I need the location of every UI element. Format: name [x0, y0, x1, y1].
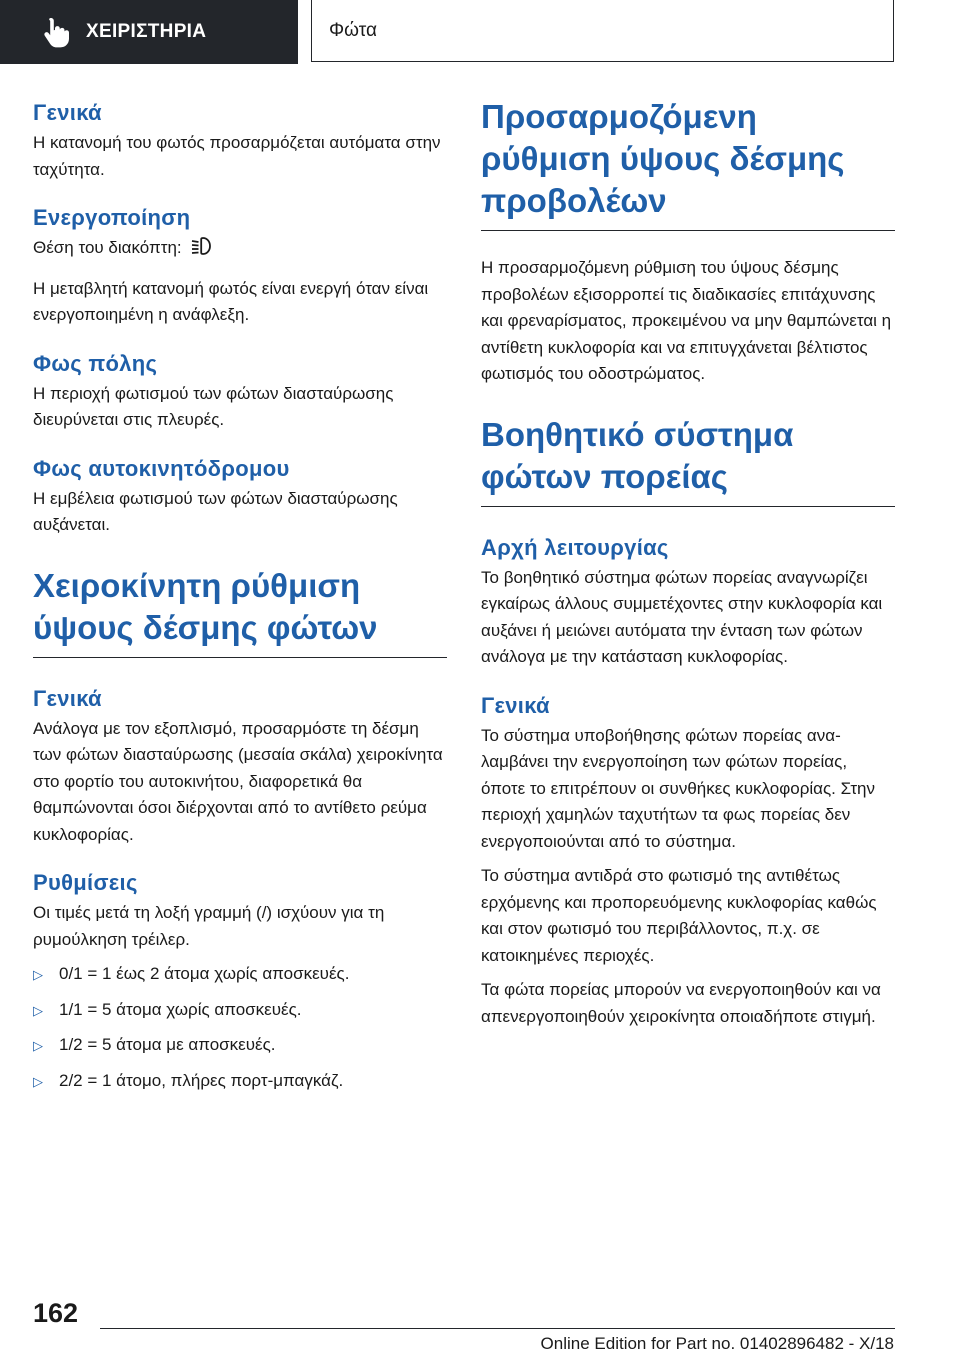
section-tab-label: ΧΕΙΡΙΣΤΗΡΙΑ: [86, 21, 207, 42]
top-navigation-bar: [0, 0, 960, 66]
chapter-tab-label: Φώτα: [329, 19, 377, 41]
city-light-heading: Φως πόλης: [33, 350, 158, 376]
principle-text: Το βοηθητικό σύστημα φώτων πορείας αναγνωρίζει εγκαίρως άλλους συμμετέχοντες στην κυκλοφορία και αυξάνει ή μειώνει αυτόματα την ένταση των φώτων ανάλογα με την κατάσταση κυκλοφορίας.: [481, 567, 883, 666]
assist-general-paragraph-3: Τα φώτα πορείας μπορούν να ενεργοποιηθούν και να απενεργοποιηθούν χειροκίνητα οποιαδήποτε στιγμή.: [481, 980, 881, 1026]
activation-switch-text: Θέση του διακόπτη:: [33, 238, 182, 257]
activation-switch-line: [33, 235, 447, 262]
activation-heading: Ενεργοποίηση: [33, 205, 191, 230]
highway-light-heading: Φως αυτοκινητόδρομου: [33, 455, 290, 481]
section-tab-controls[interactable]: [0, 0, 298, 64]
activation-text: Η μεταβλητή κατανομή φωτός είναι ενεργή όταν είναι ενεργοποιημένη η ανάφλεξη.: [33, 278, 429, 324]
principle-heading: Αρχή λειτουργίας: [481, 534, 669, 560]
page-footer: [0, 1290, 960, 1362]
manual-general-text: Ανάλογα με τον εξοπλισμό, προσαρμόστε τη δέσμη των φώτων διασταύρωσης (μεσαία σκάλα) χειροκίνητα στο φορτίο του αυτοκινήτου, διαφορετικά θα θαμπώνονται όσοι διέρχονται από το αντίθετο ρεύμα κυκλοφορίας.: [33, 718, 443, 844]
manual-headlight-range-title: Χειροκίνητη ρύθμιση ύψους δέσμης φώτων: [33, 565, 447, 658]
footer-divider: [100, 1328, 895, 1329]
highway-light-text: Η εμβέλεια φωτισμού των φώτων διασταύρωσης αυξάνεται.: [33, 488, 398, 534]
assist-general-paragraph-1: Το σύστημα υποβοήθησης φώτων πορείας αναλαμβάνει την ενεργοποίηση των φώτων πορείας, όποτε το επιτρέπουν οι συνθήκες κυκλοφορίας. Στην περιοχή χαμηλών ταχυτήτων τα φως πορείας δεν ενεργοποιούνται από το σύστημα.: [481, 725, 875, 851]
triangle-bullet-icon: ▷: [33, 967, 43, 982]
general-heading: Γενικά: [33, 100, 102, 125]
page-number: 162: [33, 1298, 79, 1328]
list-item: ▷ 0/1 = 1 έως 2 άτομα χωρίς αποσκευές.: [33, 961, 447, 989]
triangle-bullet-icon: ▷: [33, 1073, 43, 1089]
city-light-text: Η περιοχή φωτισμού των φώτων διασταύρωσης διευρύνεται στις πλευρές.: [33, 383, 394, 429]
edition-text: Online Edition for Part no. 01402896482 - X/18: [540, 1334, 894, 1353]
list-item: ▷ 1/1 = 5 άτομα χωρίς αποσκευές.: [33, 997, 447, 1025]
triangle-bullet-icon: ▷: [33, 1038, 43, 1053]
high-beam-assist-title: Βοηθητικό σύστημα φώτων πορείας: [481, 414, 895, 507]
left-column: [33, 96, 447, 1095]
settings-list: [33, 961, 447, 1095]
general-text: Η κατανομή του φωτός προσαρμόζεται αυτόματα στην ταχύτητα.: [33, 133, 441, 179]
assist-general-paragraph-2: Το σύστημα αντιδρά στο φωτισμό της αντιθέτως ερχόμενης και προπορευόμενης κυκλοφορίας καθώς και στον φωτισμό του περιβάλλοντος, π.χ. σε κατοικημένες περιοχές.: [481, 866, 877, 965]
settings-heading: Ρυθμίσεις: [33, 870, 138, 895]
hand-pointer-icon: [38, 14, 74, 50]
headlight-auto-icon: [190, 235, 212, 257]
triangle-bullet-icon: ▷: [33, 1002, 43, 1018]
manual-general-heading: Γενικά: [33, 685, 102, 711]
assist-general-heading: Γενικά: [481, 692, 550, 718]
adaptive-headlight-range-title: Προσαρμοζόμενη ρύθμιση ύψους δέσμης προβολέων: [481, 96, 895, 231]
right-column: [481, 96, 895, 1030]
chapter-tab-lights[interactable]: [311, 0, 894, 62]
settings-text: Οι τιμές μετά τη λοξή γραμμή (/) ισχύουν για τη ρυμούλκηση τρέιλερ.: [33, 903, 385, 949]
list-item: ▷ 2/2 = 1 άτομο, πλήρες πορτ-μπαγκάζ.: [33, 1068, 447, 1096]
adaptive-text: Η προσαρμοζόμενη ρύθμιση του ύψους δέσμης προβολέων εξισορροπεί τις διαδικασίες επιτάχυνσης και φρεναρίσματος, προκειμένου να μην θαμπώνεται η αντίθετη κυκλοφορία και να επιτυγχάνεται βέλτιστος φωτισμός του οδοστρώματος.: [481, 258, 892, 383]
list-item: ▷ 1/2 = 5 άτομα με αποσκευές.: [33, 1032, 447, 1060]
